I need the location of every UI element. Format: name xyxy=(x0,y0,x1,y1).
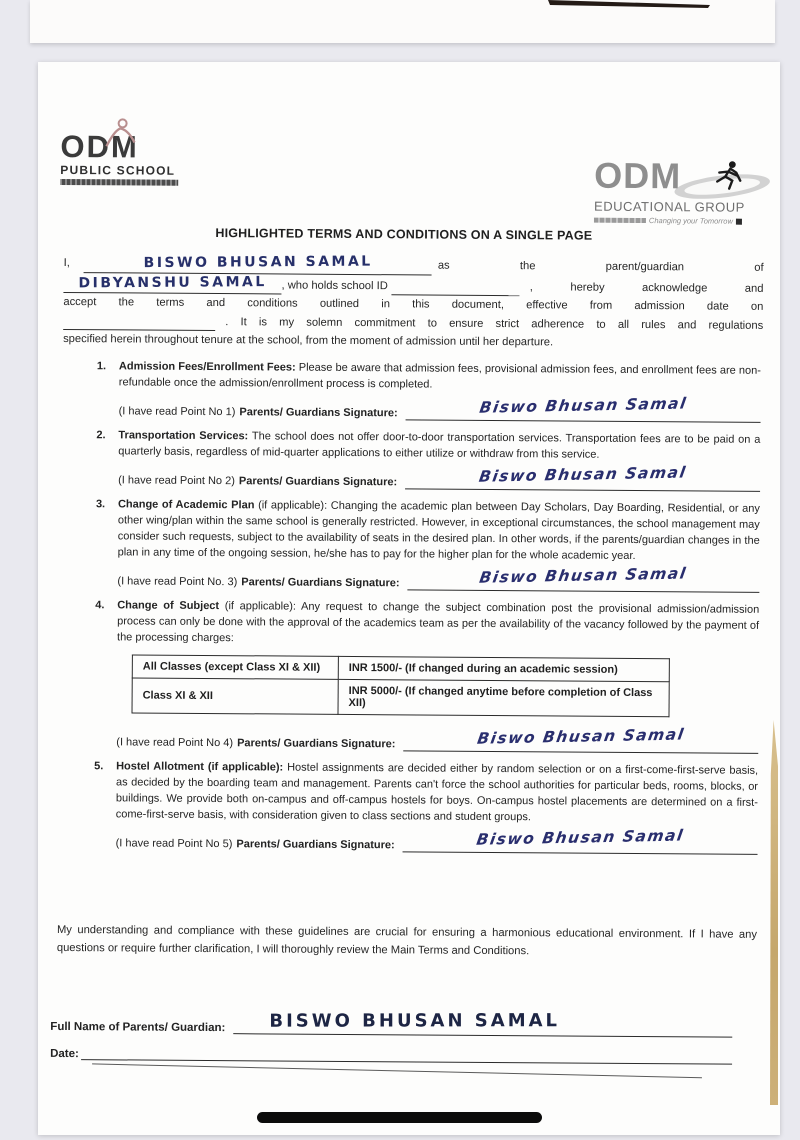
group-logo xyxy=(594,156,776,226)
intro-line1-tail: as the parent/guardian of xyxy=(437,259,764,274)
intro-prefix: I, xyxy=(63,256,70,270)
point-title: Change of Academic Plan xyxy=(117,498,255,512)
group-logo-tagline: Changing your Tomorrow xyxy=(648,216,733,226)
table-row xyxy=(132,678,669,717)
school-id-blank-field xyxy=(392,281,520,296)
sig-label: Parents/ Guardians Signature: xyxy=(239,406,398,420)
intro-line5: specified herein throughout tenure at the school, from the moment of admission until her departure. xyxy=(63,333,554,349)
school-logo-tagline-bar xyxy=(60,179,178,186)
sig-label: Parents/ Guardians Signature: xyxy=(236,838,395,852)
group-logo-subtitle: EDUCATIONAL GROUP xyxy=(594,198,745,215)
point-body: Any request to change the subject combination post the provisional admission/admission process can only be done with the approval of the academics team as per the availability of the vacancy followed by the payment of the processing charges: xyxy=(116,600,760,645)
point-body: Hostel assignments are decided either by random selection or on a first-come-first-serve basis, as decided by the boarding team and management. Parents can't force the school authorities for particular beds, rooms, blocks, or buildings. We provide both on-campus and off-campus hostels for boys. On-campus hostel placements are determined on a first-come-first-serve basis, with consideration given to class sections and student groups. xyxy=(115,761,759,824)
date-blank-field xyxy=(81,1046,732,1065)
intro-line2-mid: , who holds school ID xyxy=(281,279,388,292)
sig-prefix: (I have read Point No 5) xyxy=(115,837,233,851)
runner-icon xyxy=(670,158,774,203)
signature-field xyxy=(403,826,758,854)
group-logo-text: ODM xyxy=(594,154,682,197)
intro-line3: accept the terms and conditions outlined in this document, effective from admission date on xyxy=(63,296,764,314)
admission-date-blank-field xyxy=(63,316,215,331)
signature-field xyxy=(408,564,760,592)
group-logo-tagline-bar xyxy=(594,218,646,223)
school-logo xyxy=(60,128,190,186)
signature-field xyxy=(406,394,761,422)
sig-label: Parents/ Guardians Signature: xyxy=(237,737,396,751)
point-title: Hostel Allotment (if applicable): xyxy=(116,760,284,774)
full-name-row xyxy=(50,1008,732,1038)
person-figure-icon xyxy=(96,116,142,150)
term-point-2 xyxy=(96,427,760,492)
intro-line4-tail: . It is my solemn commitment to ensure strict adherence to all rules and regulations xyxy=(225,315,764,332)
point-title: Change of Subject xyxy=(117,599,220,613)
document-page xyxy=(38,62,780,1135)
signature-field xyxy=(405,463,760,491)
point-title-rest: (if applicable): xyxy=(219,600,297,613)
terms-list xyxy=(93,358,760,864)
point-number: 5. xyxy=(94,760,104,773)
fee-amount-cell: INR 5000/- (If changed anytime before completion of Class XII) xyxy=(338,679,669,716)
sig-prefix: (I have read Point No 2) xyxy=(118,474,235,488)
student-name-handwritten: DIBYANSHU SAMAL xyxy=(78,273,267,291)
point-number: 2. xyxy=(96,429,106,442)
point-body: Please be aware that admission fees, provisional admission fees, and enrollment fees are non-refundable once the admission/enrollment process is completed. xyxy=(118,361,761,391)
signature-handwritten: Biswo Bhusan Samal xyxy=(478,394,689,417)
parent-name-handwritten: BISWO BHUSAN SAMAL xyxy=(143,253,373,272)
school-logo-text: ODM xyxy=(60,128,139,165)
sig-label: Parents/ Guardians Signature: xyxy=(238,475,398,489)
sig-label: Parents/ Guardians Signature: xyxy=(241,576,400,590)
fee-class-cell: All Classes (except Class XI & XII) xyxy=(132,655,338,679)
term-point-4 xyxy=(94,597,759,754)
signature-field xyxy=(403,725,758,753)
paper-crease-line xyxy=(92,1063,702,1078)
sig-prefix: (I have read Point No 4) xyxy=(116,736,234,750)
full-name-field xyxy=(233,1009,732,1037)
point-body: The school does not offer door-to-door transportation services. Transportation fees are to be paid on a quarterly basis, regardless of mid-quarter applications to either utilize or withdraw from this service. xyxy=(118,430,761,461)
fee-class-cell: Class XI & XII xyxy=(132,678,338,714)
home-indicator[interactable] xyxy=(257,1112,542,1123)
subject-change-fee-table xyxy=(132,654,670,717)
scan-artifact xyxy=(548,0,718,10)
date-row xyxy=(50,1046,732,1065)
signature-handwritten: Biswo Bhusan Samal xyxy=(475,826,686,849)
fee-amount-cell: INR 1500/- (If changed during an academic session) xyxy=(338,656,669,681)
full-name-label: Full Name of Parents/ Guardian: xyxy=(50,1020,226,1035)
point-number: 4. xyxy=(95,599,105,612)
closing-paragraph: My understanding and compliance with these guidelines are crucial for ensuring a harmonious educational environment. If I have any questions or require further clarification, I will thoroughly review the Main Terms and Conditions. xyxy=(56,923,758,957)
point-number: 1. xyxy=(96,360,107,373)
student-name-field xyxy=(63,273,281,295)
full-name-handwritten: BISWO BHUSAN SAMAL xyxy=(269,1010,561,1032)
sig-prefix: (I have read Point No 1) xyxy=(118,405,236,419)
signature-handwritten: Biswo Bhusan Samal xyxy=(478,564,689,587)
point-title: Admission Fees/Enrollment Fees: xyxy=(118,360,296,374)
point-body: Changing the academic plan between Day Scholars, Day Boarding, Residential, or any other wing/plan within the same school is generally restricted. However, in exceptional circumstances, the school management may consider such requests, subject to the availability of seats in the desired plan. In other words, if the parents/guardian changes in the plan in any time of the ongoing session, he/she has to pay for the higher plan for the whole academic year. xyxy=(117,499,760,562)
group-logo-square xyxy=(736,218,742,224)
point-title: Transportation Services: xyxy=(118,429,249,443)
term-point-5 xyxy=(94,758,759,855)
signature-handwritten: Biswo Bhusan Samal xyxy=(477,463,688,486)
school-logo-subtitle: PUBLIC SCHOOL xyxy=(60,162,176,178)
signature-handwritten: Biswo Bhusan Samal xyxy=(475,725,686,748)
intro-paragraph xyxy=(63,252,764,354)
point-number: 3. xyxy=(95,498,106,511)
point-title-rest: (if applicable): xyxy=(254,499,328,512)
term-point-3 xyxy=(95,496,760,593)
intro-line2-tail: , hereby acknowledge and xyxy=(529,280,764,295)
sig-prefix: (I have read Point No. 3) xyxy=(117,575,238,589)
parent-name-field xyxy=(84,252,432,275)
page-title: HIGHLIGHTED TERMS AND CONDITIONS ON A SINGLE PAGE xyxy=(215,226,593,243)
paper-edge xyxy=(770,720,778,1105)
previous-page-edge xyxy=(30,0,775,43)
term-point-1 xyxy=(97,358,761,423)
date-label: Date: xyxy=(50,1047,79,1061)
